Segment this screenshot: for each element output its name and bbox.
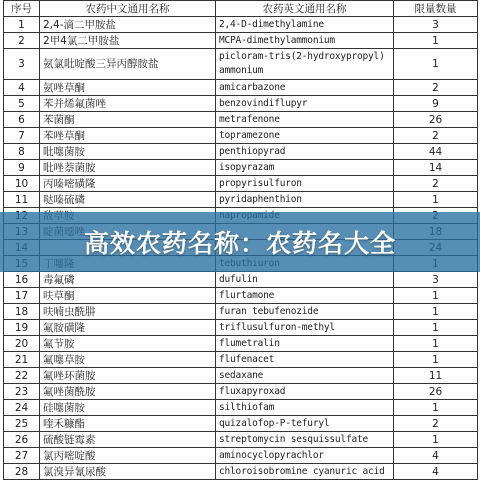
cell-number: 5 bbox=[4, 96, 40, 112]
cell-limit-count: 1 bbox=[394, 320, 478, 336]
cell-english-name: penthiopyrad bbox=[216, 144, 394, 160]
cell-number: 20 bbox=[4, 336, 40, 352]
cell-chinese-name: 氨氯吡啶酸三异丙醇胺盐 bbox=[40, 49, 216, 80]
cell-limit-count: 2 bbox=[394, 128, 478, 144]
cell-limit-count: 2 bbox=[394, 80, 478, 96]
cell-limit-count: 14 bbox=[394, 160, 478, 176]
table-row bbox=[4, 128, 478, 144]
cell-number: 11 bbox=[4, 192, 40, 208]
cell-chinese-name: 氯丙嘧啶酸 bbox=[40, 448, 216, 464]
table-row bbox=[4, 272, 478, 288]
cell-english-name: flumetralin bbox=[216, 336, 394, 352]
cell-chinese-name: 氟唑环菌胺 bbox=[40, 368, 216, 384]
table-row bbox=[4, 17, 478, 33]
cell-chinese-name: 苯并烯氟菌唑 bbox=[40, 96, 216, 112]
cell-chinese-name: 苯菌酮 bbox=[40, 112, 216, 128]
title-banner bbox=[0, 212, 480, 272]
cell-number: 6 bbox=[4, 112, 40, 128]
cell-english-name: silthiofam bbox=[216, 400, 394, 416]
cell-limit-count: 44 bbox=[394, 144, 478, 160]
cell-english-name: flufenacet bbox=[216, 352, 394, 368]
cell-chinese-name: 氟节胺 bbox=[40, 336, 216, 352]
cell-english-name: amicarbazone bbox=[216, 80, 394, 96]
table-row bbox=[4, 336, 478, 352]
table-row bbox=[4, 176, 478, 192]
cell-english-name: pyridaphenthion bbox=[216, 192, 394, 208]
cell-number: 9 bbox=[4, 160, 40, 176]
table-row bbox=[4, 49, 478, 80]
cell-english-name: streptomycin sesquissulfate bbox=[216, 432, 394, 448]
cell-chinese-name: 硫酸链霉素 bbox=[40, 432, 216, 448]
cell-chinese-name: 丙嗪嘧磺隆 bbox=[40, 176, 216, 192]
cell-chinese-name: 氟噻草胺 bbox=[40, 352, 216, 368]
table-row bbox=[4, 400, 478, 416]
cell-limit-count: 1 bbox=[394, 304, 478, 320]
cell-number: 21 bbox=[4, 352, 40, 368]
cell-number: 8 bbox=[4, 144, 40, 160]
cell-number: 26 bbox=[4, 432, 40, 448]
cell-chinese-name: 苯唑草酮 bbox=[40, 128, 216, 144]
cell-number: 7 bbox=[4, 128, 40, 144]
table-row bbox=[4, 80, 478, 96]
cell-chinese-name: 氨唑草酮 bbox=[40, 80, 216, 96]
cell-number: 19 bbox=[4, 320, 40, 336]
banner-title: 高效农药名称：农药名大全 bbox=[83, 229, 396, 258]
cell-english-name: aminocyclopyrachlor bbox=[216, 448, 394, 464]
table-row bbox=[4, 432, 478, 448]
table-header-row bbox=[4, 1, 478, 17]
cell-number: 10 bbox=[4, 176, 40, 192]
table-row bbox=[4, 320, 478, 336]
cell-limit-count: 1 bbox=[394, 400, 478, 416]
cell-number: 16 bbox=[4, 272, 40, 288]
table-row bbox=[4, 160, 478, 176]
cell-number: 18 bbox=[4, 304, 40, 320]
table-row bbox=[4, 448, 478, 464]
cell-limit-count: 2 bbox=[394, 176, 478, 192]
cell-english-name: triflusulfuron-methyl bbox=[216, 320, 394, 336]
table-row bbox=[4, 33, 478, 49]
cell-chinese-name: 氯溴异氰尿酸 bbox=[40, 464, 216, 480]
header-limit-count: 限量数量 bbox=[394, 1, 478, 17]
cell-chinese-name: 氟唑菌酰胺 bbox=[40, 384, 216, 400]
cell-number: 27 bbox=[4, 448, 40, 464]
cell-number: 4 bbox=[4, 80, 40, 96]
header-chinese-name: 农药中文通用名称 bbox=[40, 1, 216, 17]
cell-limit-count: 1 bbox=[394, 33, 478, 49]
table-row bbox=[4, 144, 478, 160]
cell-limit-count: 1 bbox=[394, 49, 478, 80]
cell-limit-count: 1 bbox=[394, 288, 478, 304]
cell-number: 28 bbox=[4, 464, 40, 480]
cell-english-name: furan tebufenozide bbox=[216, 304, 394, 320]
cell-limit-count: 3 bbox=[394, 17, 478, 33]
cell-number: 2 bbox=[4, 33, 40, 49]
cell-limit-count: 26 bbox=[394, 112, 478, 128]
cell-chinese-name: 硅噻菌胺 bbox=[40, 400, 216, 416]
cell-chinese-name: 哒嗪硫磷 bbox=[40, 192, 216, 208]
table-row bbox=[4, 352, 478, 368]
cell-limit-count: 4 bbox=[394, 448, 478, 464]
header-english-name: 农药英文通用名称 bbox=[216, 1, 394, 17]
table-row bbox=[4, 96, 478, 112]
cell-number: 1 bbox=[4, 17, 40, 33]
cell-limit-count: 4 bbox=[394, 464, 478, 480]
table-row bbox=[4, 464, 478, 480]
cell-chinese-name: 喹禾糠酯 bbox=[40, 416, 216, 432]
cell-limit-count: 1 bbox=[394, 352, 478, 368]
cell-english-name: topramezone bbox=[216, 128, 394, 144]
cell-english-name: isopyrazam bbox=[216, 160, 394, 176]
cell-limit-count: 1 bbox=[394, 432, 478, 448]
cell-limit-count: 3 bbox=[394, 272, 478, 288]
cell-english-name: MCPA-dimethylammonium bbox=[216, 33, 394, 49]
header-number: 序号 bbox=[4, 1, 40, 17]
cell-chinese-name: 氟胺磺隆 bbox=[40, 320, 216, 336]
cell-limit-count: 1 bbox=[394, 336, 478, 352]
table-row bbox=[4, 288, 478, 304]
table-row bbox=[4, 304, 478, 320]
cell-limit-count: 9 bbox=[394, 96, 478, 112]
cell-chinese-name: 吡噻菌胺 bbox=[40, 144, 216, 160]
cell-chinese-name: 呋草酮 bbox=[40, 288, 216, 304]
table-row bbox=[4, 384, 478, 400]
cell-number: 23 bbox=[4, 384, 40, 400]
cell-english-name: 2,4-D-dimethylamine bbox=[216, 17, 394, 33]
cell-limit-count: 26 bbox=[394, 384, 478, 400]
cell-english-name: propyrisulfuron bbox=[216, 176, 394, 192]
cell-chinese-name: 呋喃虫酰肼 bbox=[40, 304, 216, 320]
cell-english-name: dufulin bbox=[216, 272, 394, 288]
cell-chinese-name: 毒氟磷 bbox=[40, 272, 216, 288]
cell-limit-count: 11 bbox=[394, 368, 478, 384]
cell-chinese-name: 2,4-滴二甲胺盐 bbox=[40, 17, 216, 33]
table-row bbox=[4, 416, 478, 432]
cell-number: 22 bbox=[4, 368, 40, 384]
cell-english-name: fluxapyroxad bbox=[216, 384, 394, 400]
cell-english-name: benzovindiflupyr bbox=[216, 96, 394, 112]
cell-english-name: flurtamone bbox=[216, 288, 394, 304]
cell-number: 17 bbox=[4, 288, 40, 304]
table-row bbox=[4, 368, 478, 384]
cell-number: 24 bbox=[4, 400, 40, 416]
cell-limit-count: 1 bbox=[394, 192, 478, 208]
cell-limit-count: 2 bbox=[394, 416, 478, 432]
cell-number: 3 bbox=[4, 49, 40, 80]
table-row bbox=[4, 112, 478, 128]
cell-english-name: quizalofop-P-tefuryl bbox=[216, 416, 394, 432]
cell-chinese-name: 2甲4氯二甲胺盐 bbox=[40, 33, 216, 49]
cell-chinese-name: 吡唑萘菌胺 bbox=[40, 160, 216, 176]
cell-number: 25 bbox=[4, 416, 40, 432]
cell-english-name: sedaxane bbox=[216, 368, 394, 384]
cell-english-name: picloram-tris(2-hydroxypropyl)ammonium bbox=[216, 49, 394, 80]
cell-english-name: chloroisobromine cyanuric acid bbox=[216, 464, 394, 480]
cell-english-name: metrafenone bbox=[216, 112, 394, 128]
table-row bbox=[4, 192, 478, 208]
